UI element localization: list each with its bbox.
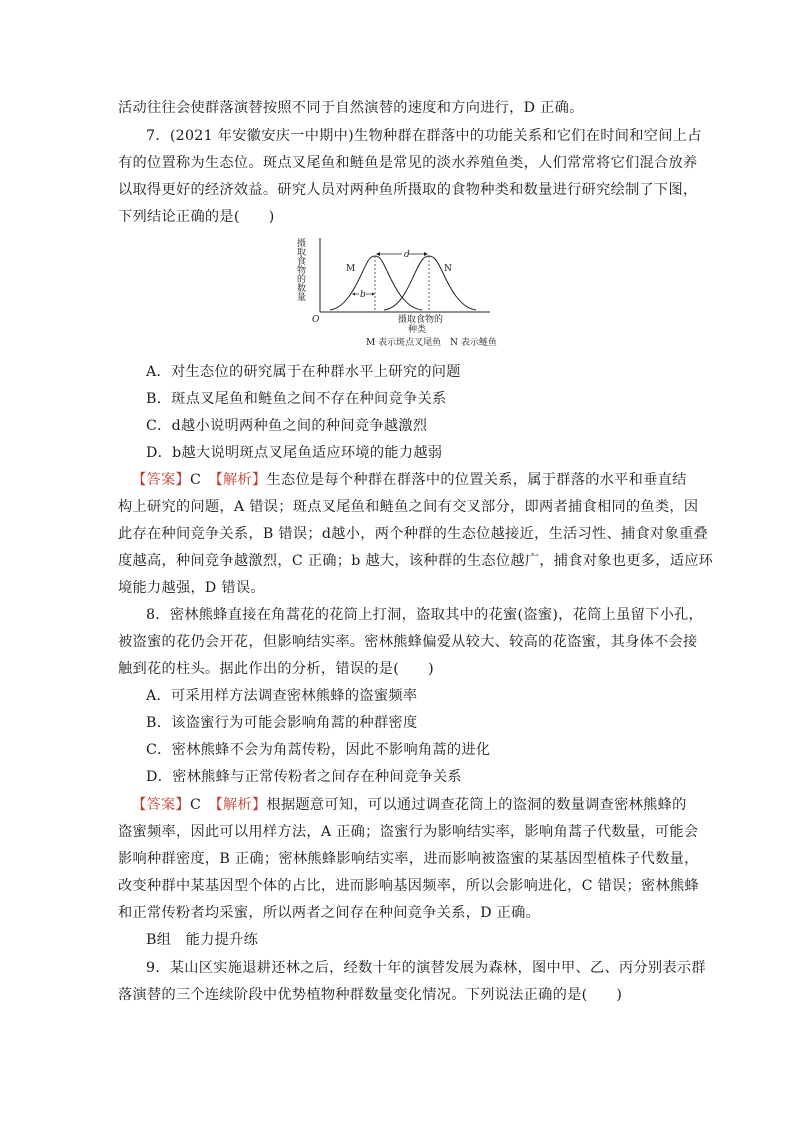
q8-analysis-line: 改变种群中某基因型个体的占比，进而影响基因频率，所以会影响进化，C 错误；密林熊蜂 [118, 878, 699, 894]
analysis-tag: 【解析】 [215, 797, 267, 813]
curve-n-label: N [444, 264, 452, 274]
text-line: 有的位置称为生态位。斑点叉尾鱼和鲢鱼是常见的淡水养殖鱼类，人们常常将它们混合放养 [118, 155, 698, 171]
text-line: 以取得更好的经济效益。研究人员对两种鱼所摄取的食物种类和数量进行研究绘制了下图， [118, 182, 698, 198]
b-arrowhead-right [372, 293, 375, 296]
x-axis-label-1: 摄取食物的 [398, 315, 444, 325]
d-arrowhead-left [376, 252, 380, 256]
q8-analysis-line: 影响种群密度，B 正确；密林熊蜂影响结实率，进而影响被盗蜜的某基因型植株子代数量， [118, 851, 699, 867]
question-7-stem: 7．(2021 年安徽安庆一中期中)生物种群在群落中的功能关系和它们在时间和空间上占 [146, 128, 702, 144]
text-line: 下列结论正确的是( ) [118, 209, 275, 225]
curve-n [384, 256, 476, 310]
text-line: 落演替的三个连续阶段中优势植物种群数量变化情况。下列说法正确的是( ) [118, 987, 623, 1003]
figure-caption: M 表示斑点叉尾鱼 N 表示鲢鱼 [366, 338, 497, 348]
q7-analysis-line: 此存在种间竞争关系，B 错误；d越小，两个种群的生态位越接近，生活习性、捕食对象重叠 [118, 526, 708, 542]
answer-value: C [189, 797, 216, 813]
q7-analysis-line: 构上研究的问题，A 错误；斑点叉尾鱼和鲢鱼之间有交叉部分，即两者捕食相同的鱼类，因 [118, 499, 699, 515]
group-b-heading: B组 能力提升练 [146, 932, 259, 948]
answer-value: C [189, 472, 216, 488]
analysis-text: 生态位是每个种群在群落中的位置关系，属于群落的水平和垂直结 [266, 472, 687, 488]
x-axis-label-2: 种类 [408, 325, 427, 335]
y-axis-label: 摄取食物的数量 [295, 238, 305, 301]
question-8-stem: 8．密林熊蜂直接在角蒿花的花筒上打洞，盗取其中的花蜜(盗蜜)，花筒上虽留下小孔， [146, 607, 704, 623]
q7-analysis-line: 境能力越强，D 错误。 [118, 580, 265, 596]
q7-answer-line [132, 470, 687, 490]
q7-option-b: B．斑点叉尾鱼和鲢鱼之间不存在种间竞争关系 [146, 391, 447, 407]
q8-analysis-line: 盗蜜频率，因此可以用样方法，A 正确；盗蜜行为影响结实率，影响角蒿子代数量，可能会 [118, 824, 699, 840]
answer-tag: 【答案】 [132, 472, 190, 488]
q7-option-d: D．b越大说明斑点叉尾鱼适应环境的能力越弱 [146, 445, 443, 461]
niche-curves-svg [295, 228, 500, 354]
q8-analysis-line: 和正常传粉者均采蜜，所以两者之间存在种间竞争关系，D 正确。 [118, 905, 541, 921]
q8-option-a: A．可采用样方法调查密林熊蜂的盗蜜频率 [146, 688, 418, 704]
curve-m [330, 256, 422, 310]
q7-option-a: A．对生态位的研究属于在种群水平上研究的问题 [146, 364, 461, 380]
q7-analysis-line: 度越高，种间竞争越激烈，C 正确；b 越大，该种群的生态位越广，捕食对象也更多，适应环 [118, 553, 714, 569]
analysis-text: 根据题意可知，可以通过调查花筒上的盗洞的数量调查密林熊蜂的 [266, 797, 687, 813]
analysis-tag: 【解析】 [215, 472, 267, 488]
d-arrowhead-right [424, 252, 428, 256]
d-label: d [404, 250, 410, 260]
q8-option-d: D．密林熊蜂与正常传粉者之间存在种间竞争关系 [146, 769, 462, 785]
b-arrowhead-left [352, 293, 355, 296]
niche-overlap-figure [295, 228, 500, 354]
q7-option-c: C．d越小说明两种鱼之间的种间竞争越激烈 [146, 418, 428, 434]
question-9-stem: 9．某山区实施退耕还林之后，经数十年的演替发展为森林，图中甲、乙、丙分别表示群 [146, 960, 706, 976]
b-label: b [360, 290, 366, 300]
text-line: 被盗蜜的花仍会开花，但影响结实率。密林熊蜂偏爱从较大、较高的花盗蜜，其身体不会接 [118, 634, 698, 650]
curve-m-label: M [346, 264, 356, 274]
answer-tag: 【答案】 [132, 797, 190, 813]
text-line: 活动往往会使群落演替按照不同于自然演替的速度和方向进行，D 正确。 [118, 100, 584, 116]
origin-label: O [312, 315, 320, 325]
q8-option-c: C．密林熊蜂不会为角蒿传粉，因此不影响角蒿的进化 [146, 742, 491, 758]
q8-option-b: B．该盗蜜行为可能会影响角蒿的种群密度 [146, 715, 418, 731]
q8-answer-line [132, 795, 687, 815]
text-line: 触到花的柱头。据此作出的分析，错误的是( ) [118, 661, 434, 677]
